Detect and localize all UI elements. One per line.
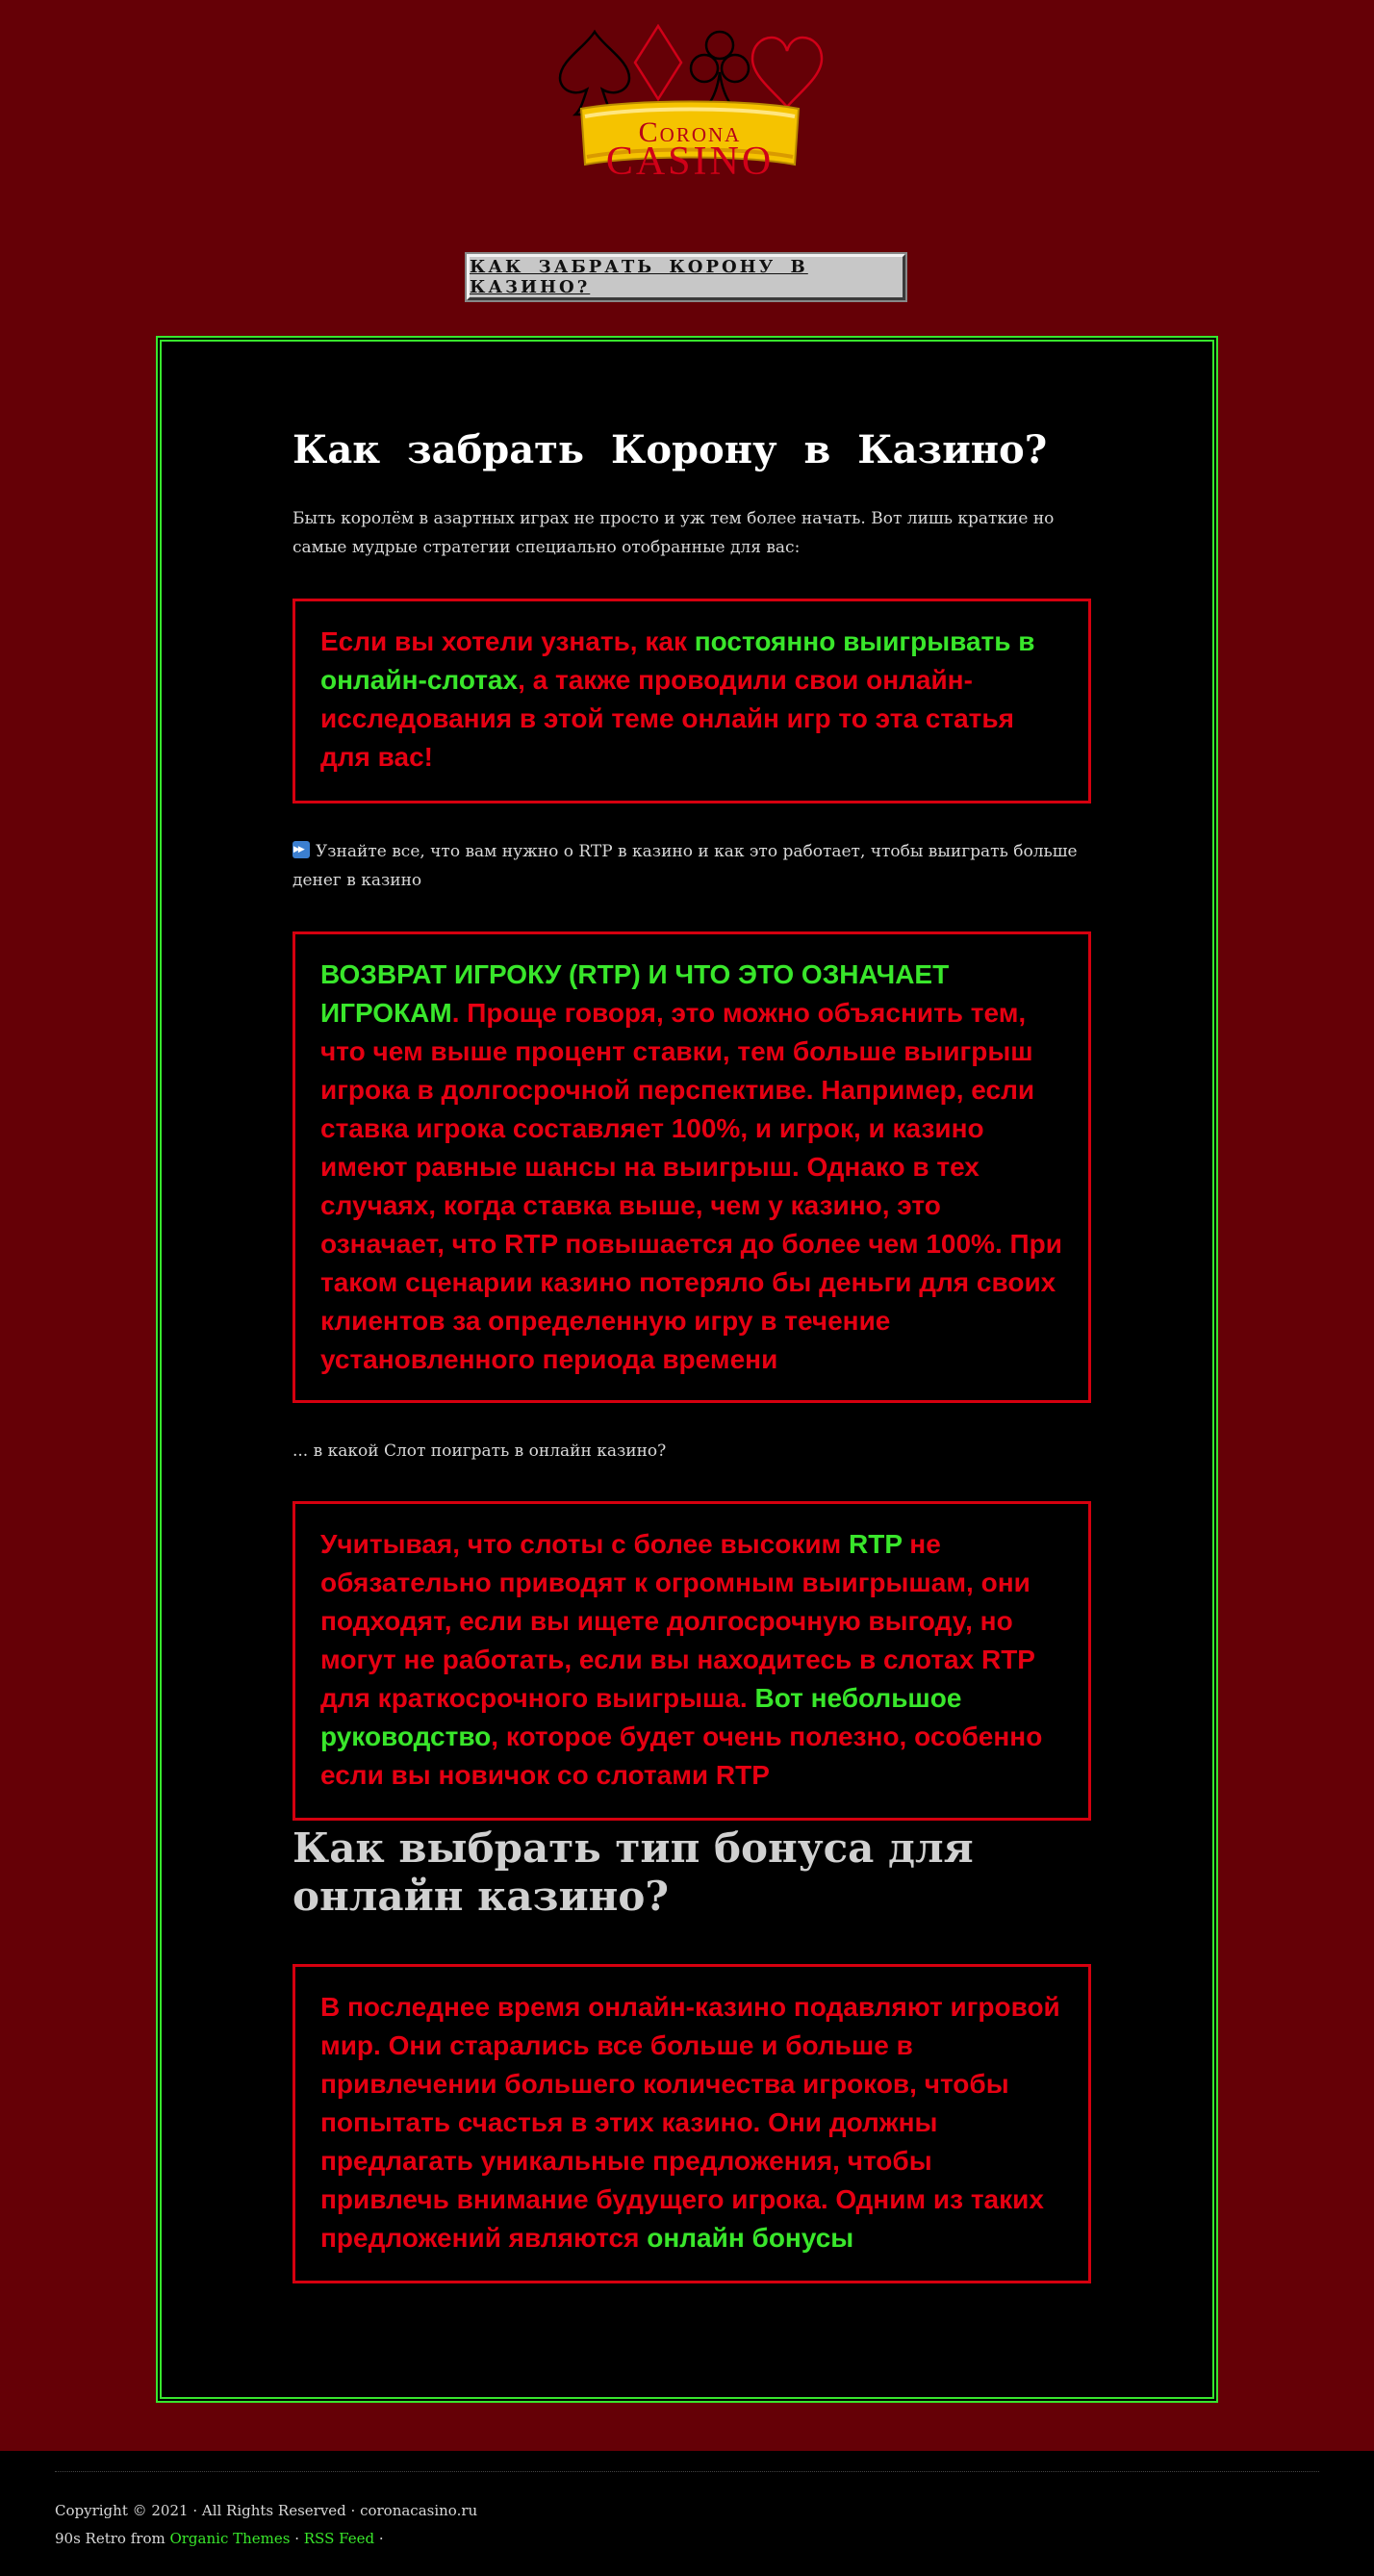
highlight-box-1 — [293, 599, 1091, 803]
rss-feed-link[interactable]: RSS Feed — [303, 2530, 375, 2547]
footer-copyright: Copyright © 2021 · All Rights Reserved · coronacasino.ru — [55, 2502, 478, 2519]
box1-text-2: , а также проводили свои онлайн-исследования в этой теме онлайн игр то эта статья для вас! — [320, 665, 1014, 772]
article-content — [293, 427, 1091, 2253]
footer-theme-prefix: 90s Retro from — [55, 2530, 170, 2547]
footer-separator-1: · — [290, 2530, 304, 2547]
bonus-subtitle: Как выбрать тип бонуса для онлайн казино? — [293, 1824, 974, 1920]
box3-text-2: не обязательно приводят к огромным выигрышам, они подходят, если вы ищете долгосрочную выгоду, но могут не работать, если вы находитесь в слотах RTP для краткосрочного выигрыша. — [320, 1529, 1035, 1713]
heart-icon — [752, 38, 822, 107]
box4-bonus-link[interactable]: онлайн бонусы — [647, 2223, 854, 2253]
site-logo[interactable] — [556, 24, 824, 186]
highlight-box-3 — [293, 1501, 1091, 1821]
box3-text-3: , которое будет очень полезно, особенно если вы новичок со слотами RTP — [320, 1722, 1043, 1790]
site-footer — [0, 2451, 1374, 2576]
footer-separator-2: · — [374, 2530, 384, 2547]
diamond-icon — [635, 26, 681, 99]
highlight-box-2 — [293, 931, 1091, 1403]
footer-credits — [55, 2530, 384, 2547]
box2-heading: ВОЗВРАТ ИГРОКУ (RTP) И ЧТО ЭТО ОЗНАЧАЕТ ИГРОКАМ — [320, 959, 950, 1028]
fast-forward-icon — [293, 841, 310, 858]
logo-top-text: Corona — [638, 116, 742, 148]
box3-rtp: RTP — [849, 1529, 903, 1559]
box3-guide-link[interactable]: Вот небольшое руководство — [320, 1683, 962, 1751]
box3-text-1: Учитывая, что слоты с более высоким — [320, 1529, 850, 1559]
article-title: Как забрать Корону в Казино? — [293, 427, 1048, 472]
rtp-note-text: Узнайте все, что вам нужно о RTP в казино и как это работает, чтобы выиграть больше денег в казино — [293, 842, 1078, 890]
content-panel — [156, 336, 1218, 2403]
site-header — [0, 0, 1374, 241]
intro-paragraph: Быть королём в азартных играх не просто и уж тем более начать. Вот лишь краткие но самые мудрые стратегии специально отобранные для вас: — [293, 509, 1055, 557]
slot-question: ... в какой Слот поиграть в онлайн казино? — [293, 1441, 667, 1461]
organic-themes-link[interactable]: Organic Themes — [169, 2530, 291, 2547]
highlight-box-4 — [293, 1964, 1091, 2283]
box4-text: В последнее время онлайн-казино подавляют игровой мир. Они старались все больше и больше в привлечении большего количества игроков, чтобы попытать счастья в этих казино. Они должны предлагать уникальные предложения, чтобы привлечь внимание будущего игрока. Одним из таких предложений являются — [320, 1992, 1060, 2253]
box2-text: . Проще говоря, это можно объяснить тем, что чем выше процент ставки, тем больше выигрыш игрока в долгосрочной перспективе. Например, если ставка игрока составляет 100%, и игрок, и казино имеют равные шансы на выигрыш. Однако в тех случаях, когда ставка выше, чем у казино, это означает, что RTP повышается до более чем 100%. При таком сценарии казино потеряло бы деньги для своих клиентов за определенную игру в течение установленного периода времени — [320, 998, 1062, 1374]
logo-bottom-text: CASINO — [605, 140, 775, 184]
nav-menu-button[interactable]: КАК ЗАБРАТЬ КОРОНУ В КАЗИНО? — [467, 254, 905, 300]
box1-text-1: Если вы хотели узнать, как — [320, 626, 695, 656]
club-icon — [691, 32, 749, 105]
rtp-note — [293, 837, 1091, 895]
box1-link-slots[interactable]: постоянно выигрывать в онлайн-слотах — [320, 626, 1035, 695]
footer-divider — [55, 2471, 1319, 2472]
spade-icon — [560, 32, 629, 115]
